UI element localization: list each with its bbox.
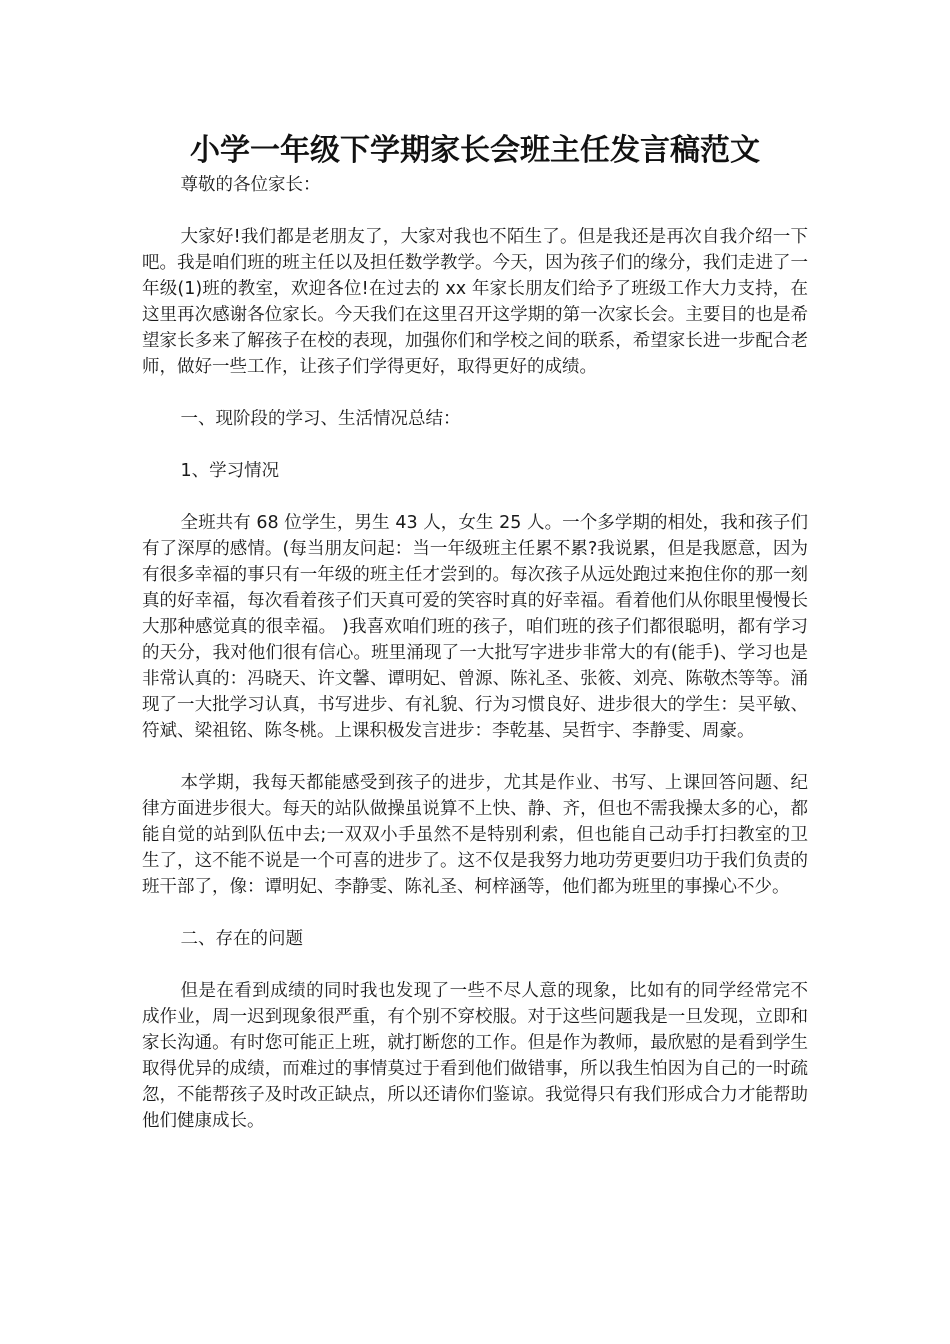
subsection-heading-study: 1、学习情况 <box>180 461 280 481</box>
paragraph-progress: 本学期，我每天都能感受到孩子的进步，尤其是作业、书写、上课回答问题、纪律方面进步很大。每天的站队做操虽说算不上快、静、齐，但也不需我操太多的心，都能自觉的站到队伍中去;一双双小手虽然不是特别利索，但也能自己动手打扫教室的卫生了，这不能不说是一个可喜的进步了。这不仅是我努力地功劳更要归功于我们负责的班干部了，像：谭明妃、李静雯、陈礼圣、柯梓涵等，他们都为班里的事操心不少。 <box>142 773 808 897</box>
paragraph-greeting: 大家好!我们都是老朋友了，大家对我也不陌生了。但是我还是再次自我介绍一下吧。我是咱们班的班主任以及担任数学教学。今天，因为孩子们的缘分，我们走进了一年级(1)班的教室，欢迎各位!在过去的 xx 年家长朋友们给予了班级工作大力支持，在这里再次感谢各位家长。今天我们在这里召开这学期的第一次家长会。主要目的也是希望家长多来了解孩子在校的表现，加强你们和学校之间的联系，希望家长进一步配合老师，做好一些工作，让孩子们学得更好，取得更好的成绩。 <box>142 227 808 377</box>
paragraph-problems: 但是在看到成绩的同时我也发现了一些不尽人意的现象，比如有的同学经常完不成作业，周一迟到现象很严重，有个别不穿校服。对于这些问题我是一旦发现，立即和家长沟通。有时您可能正上班，就打断您的工作。但是作为教师，最欣慰的是看到学生取得优异的成绩，而难过的事情莫过于看到他们做错事，所以我生怕因为自己的一时疏忽，不能帮孩子及时改正缺点，所以还请你们鉴谅。我觉得只有我们形成合力才能帮助他们健康成长。 <box>142 981 808 1131</box>
paragraph-class-overview: 全班共有 68 位学生，男生 43 人，女生 25 人。一个多学期的相处，我和孩子们有了深厚的感情。(每当朋友问起：当一年级班主任累不累?我说累，但是我愿意，因为有很多幸福的事只有一年级的班主任才尝到的。每次孩子从远处跑过来抱住你的那一刻真的好幸福，每次看着孩子们天真可爱的笑容时真的好幸福。看着他们从你眼里慢慢长大那种感觉真的很幸福。 )我喜欢咱们班的孩子，咱们班的孩子们都很聪明，都有学习的天分，我对他们很有信心。班里涌现了一大批写字进步非常大的有(能手)、学习也是非常认真的：冯晓天、许文馨、谭明妃、曾源、陈礼圣、张筱、刘亮、陈敬杰等等。涌现了一大批学习认真，书写进步、有礼貌、行为习惯良好、进步很大的学生：吴平敏、符斌、梁祖铭、陈冬桃。上课积极发言进步：李乾基、吴哲宇、李静雯、周豪。 <box>142 513 808 741</box>
section-heading-problems: 二、存在的问题 <box>180 929 303 949</box>
section-heading-summary: 一、现阶段的学习、生活情况总结： <box>180 409 461 429</box>
document-body <box>142 172 808 1160</box>
salutation: 尊敬的各位家长： <box>180 175 321 195</box>
document-title: 小学一年级下学期家长会班主任发言稿范文 <box>190 133 760 168</box>
